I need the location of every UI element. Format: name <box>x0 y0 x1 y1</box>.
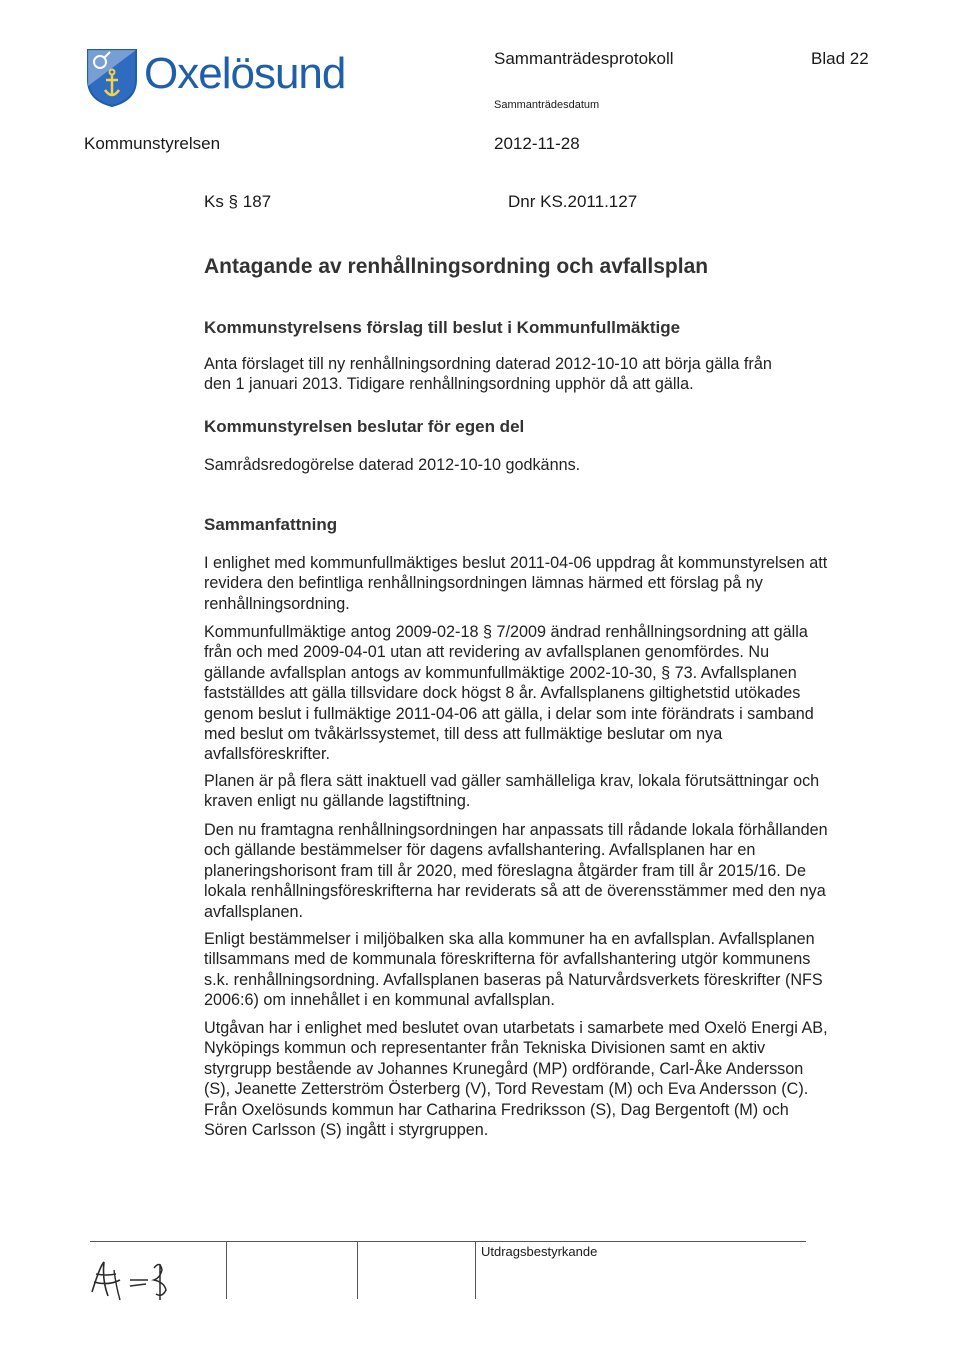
text-line: avfallsföreskrifter. <box>204 745 330 764</box>
text-line: Den nu framtagna renhållningsordningen har anpassats till rådande lokala förhållanden <box>204 821 828 839</box>
text-line: s.k. renhållningsordning. Avfallsplanen baseras på Naturvårdsverkets föreskrifter (NFS <box>204 970 823 989</box>
text-line: Utgåvan har i enlighet med beslutet ovan utarbetats i samarbete med Oxelö Energi AB, <box>204 1019 828 1037</box>
municipality-logo <box>84 46 384 112</box>
text-line: Nyköpings kommun och representanter från Tekniska Divisionen samt en aktiv <box>204 1039 766 1058</box>
extract-certification-label: Utdragsbestyrkande <box>481 1244 598 1259</box>
summary-paragraph-3 <box>204 771 904 812</box>
proposal-heading: Kommunstyrelsens förslag till beslut i Kommunfullmäktige <box>204 318 681 337</box>
text-line: avfallsplanen. <box>204 902 303 921</box>
text-line: 2006:6) om innehållet i en kommunal avfallsplan. <box>204 991 555 1010</box>
text-line: från och med 2009-04-01 utan att revidering av avfallsplanen genomfördes. Nu <box>204 643 770 662</box>
text-line: och gällande bestämmelser för dagens avfallshantering. Avfallsplanen har en <box>204 841 756 860</box>
case-number: Dnr KS.2011.127 <box>508 192 638 211</box>
footer-divider <box>475 1241 476 1299</box>
footer-rule <box>90 1241 806 1242</box>
proposal-text <box>204 354 904 395</box>
decision-text: Samrådsredogörelse daterad 2012-10-10 godkänns. <box>204 456 581 474</box>
summary-paragraph-4 <box>204 820 904 922</box>
section-number: Ks § 187 <box>204 192 272 211</box>
text-line: Kommunfullmäktige antog 2009-02-18 § 7/2009 ändrad renhållningsordning att gälla <box>204 623 808 641</box>
date-label: Sammanträdesdatum <box>494 99 600 111</box>
summary-paragraph-2 <box>204 622 904 765</box>
handwritten-initials <box>86 1256 176 1304</box>
text-line: renhållningsordning. <box>204 594 350 613</box>
text-line: Anta förslaget till ny renhållningsordning daterad 2012-10-10 att börja gälla från <box>204 355 772 373</box>
text-line: planeringshorisont fram till år 2020, med föreslagna åtgärder fram till år 2015/16. De <box>204 861 806 880</box>
committee-name: Kommunstyrelsen <box>84 134 221 153</box>
summary-heading: Sammanfattning <box>204 515 338 534</box>
text-line: Från Oxelösunds kommun har Catharina Fredriksson (S), Dag Bergentoft (M) och <box>204 1100 789 1119</box>
page-number: Blad 22 <box>811 49 869 68</box>
text-line: (S), Jeanette Zetterström Österberg (V), Tord Revestam (M) och Eva Andersson (C). <box>204 1080 809 1099</box>
summary-paragraph-5 <box>204 929 904 1011</box>
text-line: tillsammans med de kommunala föreskrifterna för avfallshantering utgör kommunens <box>204 950 811 969</box>
summary-paragraph-1 <box>204 553 904 614</box>
text-line: styrgrupp bestående av Johannes Krunegård (MP) ordförande, Carl-Åke Andersson <box>204 1059 804 1078</box>
text-line: Sören Carlsson (S) ingått i styrgruppen. <box>204 1121 489 1140</box>
text-line: I enlighet med kommunfullmäktiges beslut 2011-04-06 uppdrag åt kommunstyrelsen att <box>204 554 828 572</box>
logo-wordmark: Oxelösund <box>144 49 346 98</box>
text-line: med beslut om tvåkärlssystemet, till dess att fullmäktige beslutar om nya <box>204 725 723 744</box>
text-line: lokala renhållningsföreskrifterna har reviderats så att de överensstämmer med den nya <box>204 882 826 901</box>
text-line: genom beslut i fullmäktige 2011-04-06 att gälla, i delar som inte förändrats i samband <box>204 704 814 723</box>
text-line: Planen är på flera sätt inaktuell vad gäller samhälleliga krav, lokala förutsättningar och <box>204 772 820 790</box>
coat-of-arms-icon <box>84 46 140 108</box>
text-line: kraven enligt nu gällande lagstiftning. <box>204 792 471 811</box>
text-line: Enligt bestämmelser i miljöbalken ska alla kommuner ha en avfallsplan. Avfallsplanen <box>204 930 815 948</box>
decision-heading: Kommunstyrelsen beslutar för egen del <box>204 417 525 436</box>
text-line: revidera den befintliga renhållningsordningen lämnas härmed ett förslag på ny <box>204 574 763 593</box>
footer-divider <box>226 1241 227 1299</box>
page-title: Antagande av renhållningsordning och avfallsplan <box>204 255 709 278</box>
text-line: fastställdes att gälla tillsvidare dock högst 8 år. Avfallsplanens giltighetstid utökades <box>204 684 801 703</box>
text-line: gällande avfallsplan antogs av kommunfullmäktige 2002-10-30, § 73. Avfallsplanen <box>204 663 797 682</box>
document-type: Sammanträdesprotokoll <box>494 49 674 68</box>
meeting-date: 2012-11-28 <box>494 134 580 153</box>
text-line: den 1 januari 2013. Tidigare renhållningsordning upphör då att gälla. <box>204 375 694 394</box>
footer-divider <box>357 1241 358 1299</box>
summary-paragraph-6 <box>204 1018 904 1140</box>
